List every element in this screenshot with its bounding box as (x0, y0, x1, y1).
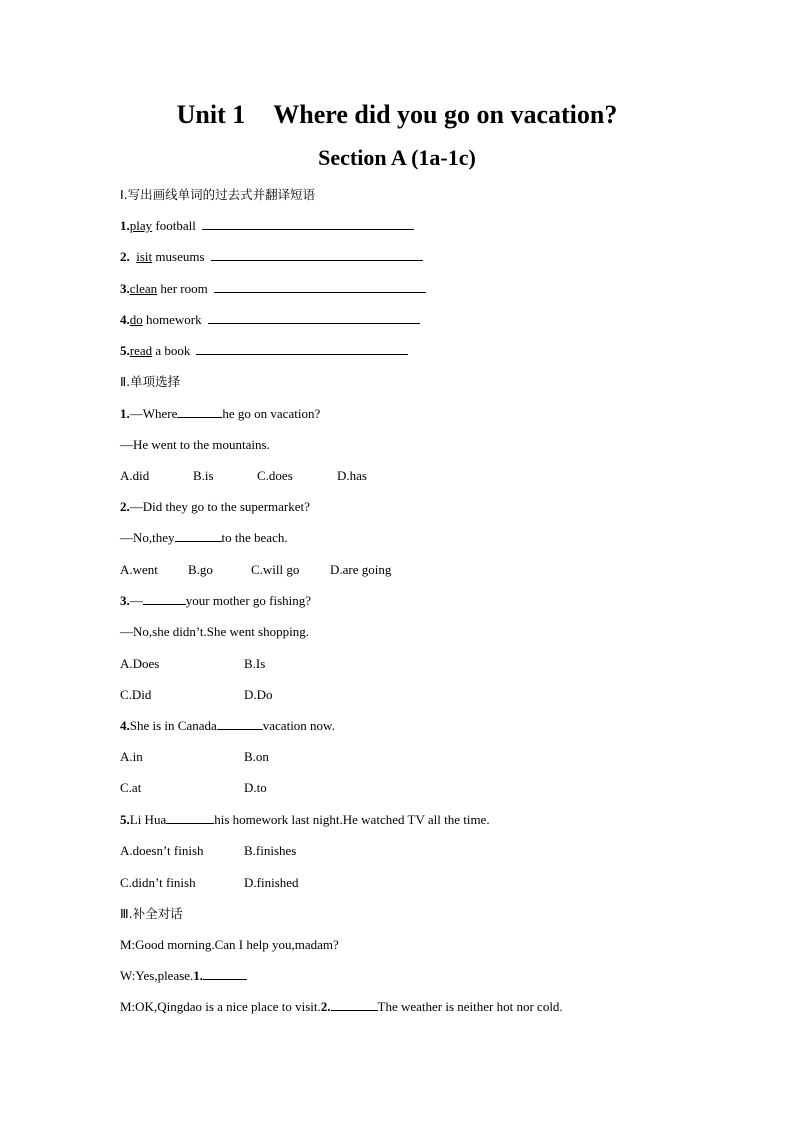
section1-item-3: 3.clean her room (120, 280, 426, 298)
option[interactable]: A.Does (120, 656, 160, 671)
answer-blank[interactable] (166, 811, 214, 824)
section1-item-2: 2. isit museums (120, 248, 423, 266)
section2-header: Ⅱ.单项选择 (120, 374, 181, 389)
q1-line1: 1.—Where he go on vacation? (120, 406, 321, 421)
option[interactable]: B.is (193, 468, 214, 483)
answer-blank[interactable] (177, 405, 222, 418)
q3-options-row2 (120, 686, 273, 704)
page-title (0, 100, 794, 130)
option[interactable]: B.finishes (244, 843, 297, 858)
q3-line2: —No,she didn’t.She went shopping. (120, 624, 309, 639)
dialogue-line-1: M:Good morning.Can I help you,madam? (120, 937, 339, 952)
answer-blank[interactable] (211, 248, 423, 261)
option[interactable]: A.in (120, 749, 143, 764)
option[interactable]: D.finished (244, 875, 299, 890)
q4-line1: 4.She is in Canada vacation now. (120, 718, 335, 733)
section1-item-4: 4.do homework (120, 311, 420, 329)
option[interactable]: D.to (244, 780, 267, 795)
answer-blank[interactable] (143, 592, 186, 605)
q4-options-row2 (120, 779, 267, 797)
option[interactable]: A.did (120, 468, 150, 483)
option[interactable]: B.Is (244, 656, 266, 671)
answer-blank[interactable] (203, 967, 247, 980)
option[interactable]: C.didn’t finish (120, 875, 196, 890)
option[interactable]: D.Do (244, 687, 273, 702)
answer-blank[interactable] (214, 280, 426, 293)
option[interactable]: C.at (120, 780, 142, 795)
option[interactable]: A.went (120, 562, 158, 577)
option[interactable]: B.on (244, 749, 269, 764)
q1-line2: —He went to the mountains. (120, 437, 270, 452)
option[interactable]: C.Did (120, 687, 152, 702)
q3-line1: 3.— your mother go fishing? (120, 593, 312, 608)
q1-options (120, 467, 367, 485)
answer-blank[interactable] (217, 717, 263, 730)
option[interactable]: B.go (188, 562, 213, 577)
answer-blank[interactable] (175, 529, 222, 542)
unit-label: Unit 1 (176, 100, 246, 129)
q4-options-row1 (120, 748, 269, 766)
q2-line2: —No,they to the beach. (120, 530, 288, 545)
option[interactable]: D.has (337, 468, 367, 483)
section3-header: Ⅲ.补全对话 (120, 906, 183, 921)
answer-blank[interactable] (208, 311, 420, 324)
section1-item-1: 1.play football (120, 217, 414, 235)
q3-options-row1 (120, 655, 265, 673)
q2-options (120, 561, 391, 579)
dialogue-line-2: W:Yes,please.1. (120, 967, 247, 985)
q5-options-row2 (120, 874, 299, 892)
option[interactable]: C.will go (251, 562, 300, 577)
unit-question: Where did you go on vacation? (273, 100, 618, 129)
option[interactable]: A.doesn’t finish (120, 843, 204, 858)
q2-line1: 2.—Did they go to the supermarket? (120, 499, 310, 514)
section-subtitle: Section A (1a-1c) (318, 145, 476, 170)
dialogue-line-3: M:OK,Qingdao is a nice place to visit.2. The weather is neither hot nor cold. (120, 999, 563, 1014)
q5-line1: 5.Li Hua his homework last night.He watched TV all the time. (120, 812, 490, 827)
section1-header: Ⅰ.写出画线单词的过去式并翻译短语 (120, 187, 316, 202)
answer-blank[interactable] (196, 342, 408, 355)
option[interactable]: D.are going (330, 562, 392, 577)
q5-options-row1 (120, 842, 296, 860)
answer-blank[interactable] (202, 217, 414, 230)
answer-blank[interactable] (331, 998, 378, 1011)
option[interactable]: C.does (257, 468, 293, 483)
section1-item-5: 5.read a book (120, 342, 408, 360)
